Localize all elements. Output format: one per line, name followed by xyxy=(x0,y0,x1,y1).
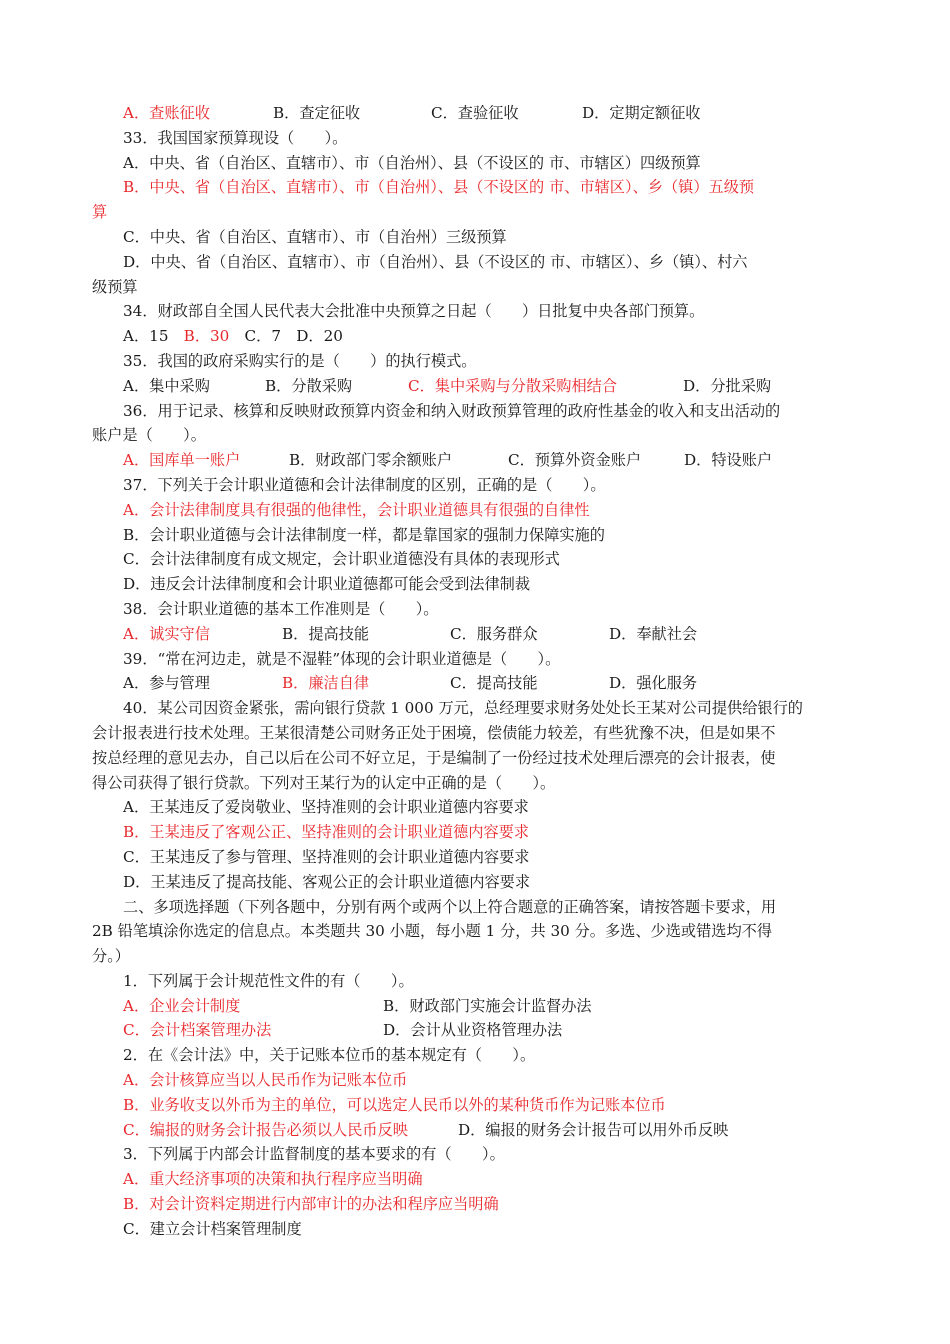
text-line xyxy=(92,845,858,870)
answer-text: A．重大经济事项的决策和执行程序应当明确 xyxy=(123,1170,423,1189)
text-line xyxy=(92,820,858,845)
text-line xyxy=(92,696,858,721)
text-line xyxy=(92,399,858,424)
text-line xyxy=(92,1068,858,1093)
line-text: 39．“常在河边走，就是不湿鞋”体现的会计职业道德是（ ）。 xyxy=(123,649,561,668)
text-line xyxy=(92,795,858,820)
text-line xyxy=(92,473,858,498)
text-line xyxy=(92,1043,858,1068)
line-text: A．中央、省（自治区、直辖市）、市（自治州）、县（不设区的 市、市辖区）四级预算 xyxy=(123,153,701,172)
line-text: B．查定征收 xyxy=(273,104,361,122)
answer-text: C．集中采购与分散采购相结合 xyxy=(408,376,618,395)
text-line xyxy=(92,1142,858,1167)
text-line xyxy=(92,721,858,746)
text-line xyxy=(92,572,858,597)
line-text: D．编报的财务会计报告可以用外币反映 xyxy=(458,1120,729,1139)
line-text: 级预算 xyxy=(92,277,138,296)
line-text: 3．下列属于内部会计监督制度的基本要求的有（ ）。 xyxy=(123,1145,505,1164)
line-text: A．参与管理 xyxy=(123,674,210,693)
answer-text: B．30 xyxy=(183,327,230,346)
line-text: B．分散采购 xyxy=(265,376,353,395)
line-text: D．王某违反了提高技能、客观公正的会计职业道德内容要求 xyxy=(123,872,531,891)
text-line xyxy=(92,919,858,944)
line-text: 34．财政部自全国人民代表大会批准中央预算之日起（ ）日批复中央各部门预算。 xyxy=(123,302,705,321)
text-line xyxy=(92,746,858,771)
text-line xyxy=(92,299,858,324)
text-line xyxy=(92,944,858,969)
text-line xyxy=(92,1118,858,1143)
line-text: C．7 D．20 xyxy=(229,327,343,346)
line-text: A．王某违反了爱岗敬业、坚持准则的会计职业道德内容要求 xyxy=(123,798,529,817)
line-text: D．中央、省（自治区、直辖市）、市（自治州）、县（不设区的 市、市辖区）、乡（镇）、村六 xyxy=(123,252,748,271)
line-text: C．会计法律制度有成文规定，会计职业道德没有具体的表现形式 xyxy=(123,550,560,569)
line-text: 得公司获得了银行贷款。下列对王某行为的认定中正确的是（ ）。 xyxy=(92,773,556,792)
answer-text: C．会计档案管理办法 xyxy=(123,1021,272,1040)
line-text: D．强化服务 xyxy=(609,674,698,693)
text-line xyxy=(92,969,858,994)
line-text: D．奉献社会 xyxy=(609,624,698,643)
answer-text: A．会计法律制度具有很强的他律性，会计职业道德具有很强的自律性 xyxy=(123,500,590,519)
text-line xyxy=(92,175,858,200)
line-text: B．会计职业道德与会计法律制度一样，都是靠国家的强制力保障实施的 xyxy=(123,525,605,544)
line-text: A．15 xyxy=(123,327,184,346)
answer-text: B．廉洁自律 xyxy=(282,674,370,693)
text-line xyxy=(92,895,858,920)
answer-text: A．国库单一账户 xyxy=(123,451,241,470)
text-line xyxy=(92,225,858,250)
text-line xyxy=(92,423,858,448)
line-text: 35．我国的政府采购实行的是（ ）的执行模式。 xyxy=(123,351,477,370)
line-text: 账户是（ ）。 xyxy=(92,426,206,445)
line-text: 33．我国国家预算现设（ ）。 xyxy=(123,128,348,147)
line-text: A．集中采购 xyxy=(123,376,210,395)
line-text: D．违反会计法律制度和会计职业道德都可能会受到法律制裁 xyxy=(123,575,531,594)
text-line xyxy=(92,126,858,151)
document-page xyxy=(92,101,858,1242)
line-text: 2．在《会计法》中，关于记账本位币的基本规定有（ ）。 xyxy=(123,1046,536,1065)
text-line xyxy=(92,151,858,176)
text-line xyxy=(92,498,858,523)
text-line xyxy=(92,1093,858,1118)
line-text: 按总经理的意见去办，自己以后在公司不好立足，于是编制了一份经过技术处理后漂亮的会计报表，使 xyxy=(92,748,776,767)
answer-text: B．对会计资料定期进行内部审计的办法和程序应当明确 xyxy=(123,1195,499,1214)
text-line xyxy=(92,671,858,696)
line-text: D．分批采购 xyxy=(683,376,772,395)
text-line xyxy=(92,547,858,572)
text-line xyxy=(92,1192,858,1217)
text-line xyxy=(92,101,858,126)
line-text: 分。） xyxy=(92,947,130,966)
line-text: 二、多项选择题（下列各题中，分别有两个或两个以上符合题意的正确答案，请按答题卡要求，用 xyxy=(123,897,777,916)
line-text: 38．会计职业道德的基本工作准则是（ ）。 xyxy=(123,599,439,618)
text-line xyxy=(92,448,858,473)
answer-text: 算 xyxy=(92,203,108,222)
text-line xyxy=(92,870,858,895)
text-line xyxy=(92,349,858,374)
line-text: 2B 铅笔填涂你选定的信息点。本类题共 30 小题，每小题 1 分，共 30 分。多选、少选或错选均不得 xyxy=(92,922,773,941)
text-line xyxy=(92,771,858,796)
line-text: D．定期定额征收 xyxy=(582,104,701,122)
line-text: 36．用于记录、核算和反映财政预算内资金和纳入财政预算管理的政府性基金的收入和支出活动的 xyxy=(123,401,781,420)
answer-text: A．企业会计制度 xyxy=(123,996,241,1015)
line-text: 1．下列属于会计规范性文件的有（ ）。 xyxy=(123,971,414,990)
answer-text: B．业务收支以外币为主的单位，可以选定人民币以外的某种货币作为记账本位币 xyxy=(123,1095,666,1114)
line-text: C．服务群众 xyxy=(450,624,538,643)
line-text: C．王某违反了参与管理、坚持准则的会计职业道德内容要求 xyxy=(123,847,530,866)
line-text: C．提高技能 xyxy=(450,674,538,693)
answer-text: B．王某违反了客观公正、坚持准则的会计职业道德内容要求 xyxy=(123,823,530,842)
line-text: D．特设账户 xyxy=(684,451,773,470)
line-text: C．预算外资金账户 xyxy=(508,451,642,470)
answer-text: B．中央、省（自治区、直辖市）、市（自治州）、县（不设区的 市、市辖区）、乡（镇）五级预 xyxy=(123,178,755,197)
text-line xyxy=(92,250,858,275)
text-line xyxy=(92,647,858,672)
line-text: C．查验征收 xyxy=(431,104,519,122)
line-text: C．建立会计档案管理制度 xyxy=(123,1219,302,1238)
line-text: D．会计从业资格管理办法 xyxy=(383,1021,563,1040)
text-line xyxy=(92,1018,858,1043)
line-text: 37．下列关于会计职业道德和会计法律制度的区别，正确的是（ ）。 xyxy=(123,475,606,494)
line-text: B．财政部门零余额账户 xyxy=(289,451,453,470)
text-line xyxy=(92,1167,858,1192)
answer-text: C．编报的财务会计报告必须以人民币反映 xyxy=(123,1120,408,1139)
text-line xyxy=(92,523,858,548)
line-text: 40．某公司因资金紧张，需向银行贷款 1 000 万元，总经理要求财务处处长王某对公司提供给银行的 xyxy=(123,699,803,718)
text-line xyxy=(92,597,858,622)
text-line xyxy=(92,324,858,349)
line-text: C．中央、省（自治区、直辖市）、市（自治州）三级预算 xyxy=(123,227,507,246)
answer-text: A．查账征收 xyxy=(123,104,210,122)
text-line xyxy=(92,275,858,300)
text-line xyxy=(92,200,858,225)
line-text: B．提高技能 xyxy=(282,624,370,643)
text-line xyxy=(92,1217,858,1242)
text-line xyxy=(92,994,858,1019)
line-text: 会计报表进行技术处理。王某很清楚公司财务正处于困境，偿债能力较差，有些犹豫不决，但是如果不 xyxy=(92,723,776,742)
text-line xyxy=(92,622,858,647)
line-text: B．财政部门实施会计监督办法 xyxy=(383,996,592,1015)
answer-text: A．会计核算应当以人民币作为记账本位币 xyxy=(123,1071,408,1090)
text-line xyxy=(92,374,858,399)
answer-text: A．诚实守信 xyxy=(123,624,210,643)
